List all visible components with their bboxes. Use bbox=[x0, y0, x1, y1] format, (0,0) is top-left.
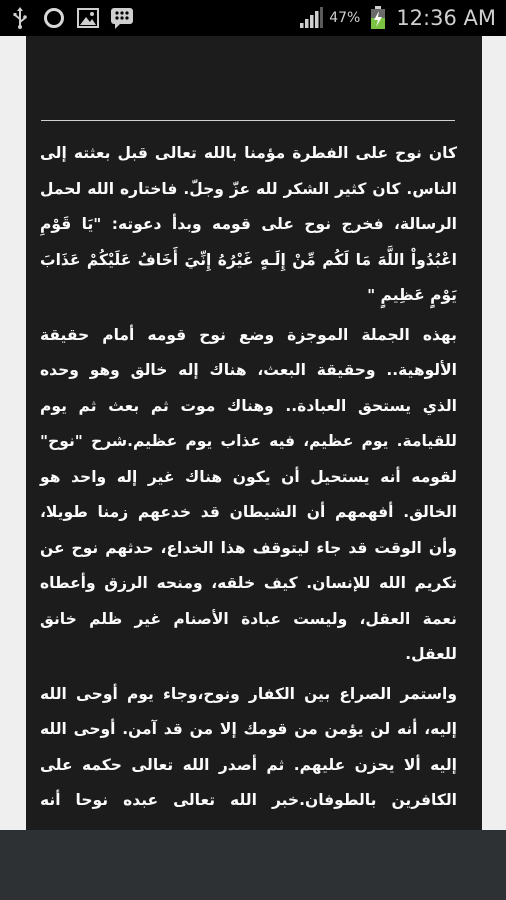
bottom-nav-bar bbox=[0, 830, 506, 900]
page-margin-right bbox=[482, 36, 506, 830]
clock: 12:36 AM bbox=[396, 6, 496, 30]
usb-icon bbox=[8, 6, 32, 30]
battery-charging-icon bbox=[366, 6, 390, 30]
battery-percent: 47% bbox=[329, 10, 361, 26]
article-paragraph-2: بهذه الجملة الموجزة وضع نوح قومه أمام حقيقة الألوهية.. وحقيقة البعث، هناك إله خالق وهو وحده الذي يستحق العبادة.. وهناك موت ثم بعث ثم يوم للقيامة. يوم عظيم، فيه عذاب يوم عظيم.شرح "نوح" لقومه أنه يستحيل أن يكون هناك غير إله واحد هو الخالق. أفهمهم أن الشيطان قد خدعهم زمنا طويلا، وأن الوقت قد جاء ليتوقف هذا الخداع، حدثهم نوح عن تكريم الله للإنسان. كيف خلقه، ومنحه الرزق وأعطاه نعمة العقل، وليست عبادة الأصنام غير ظلم خانق للعقل. bbox=[40, 325, 457, 663]
article-text bbox=[40, 136, 457, 858]
status-bar bbox=[0, 0, 506, 36]
system-indicators bbox=[299, 6, 506, 30]
article-paragraph-3: واستمر الصراع بين الكفار ونوح،وجاء يوم أوحى الله إليه، أنه لن يؤمن من قومك إلا من قد آمن. أوحى الله إليه ألا يحزن عليهم. ثم أصدر الله تعالى حكمه على الكافرين بالطوفان.خبر الله تعالى عبده نوحا أنه bbox=[40, 684, 457, 809]
image-icon bbox=[76, 6, 100, 30]
signal-icon bbox=[299, 6, 323, 30]
bbm-icon bbox=[110, 6, 134, 30]
circle-notification-icon bbox=[42, 6, 66, 30]
divider-line bbox=[41, 120, 455, 121]
reader-content-area[interactable] bbox=[26, 36, 482, 830]
page-margin-left bbox=[0, 36, 26, 830]
article-paragraph-1: كان نوح على الفطرة مؤمنا بالله تعالى قبل بعثته إلى الناس. كان كثير الشكر لله عزّ وجلّ. فاختاره الله لحمل الرسالة، فخرج نوح على قومه وبدأ دعوته: "يَا قَوْمِ اعْبُدُواْ اللَّهَ مَا لَكُم مِّنْ إِلَـهٍ غَيْرُهُ إِنِّيَ أَخَافُ عَلَيْكُمْ عَذَابَ يَوْمٍ عَظِيمٍ " bbox=[40, 144, 457, 304]
notification-icons bbox=[0, 6, 134, 30]
